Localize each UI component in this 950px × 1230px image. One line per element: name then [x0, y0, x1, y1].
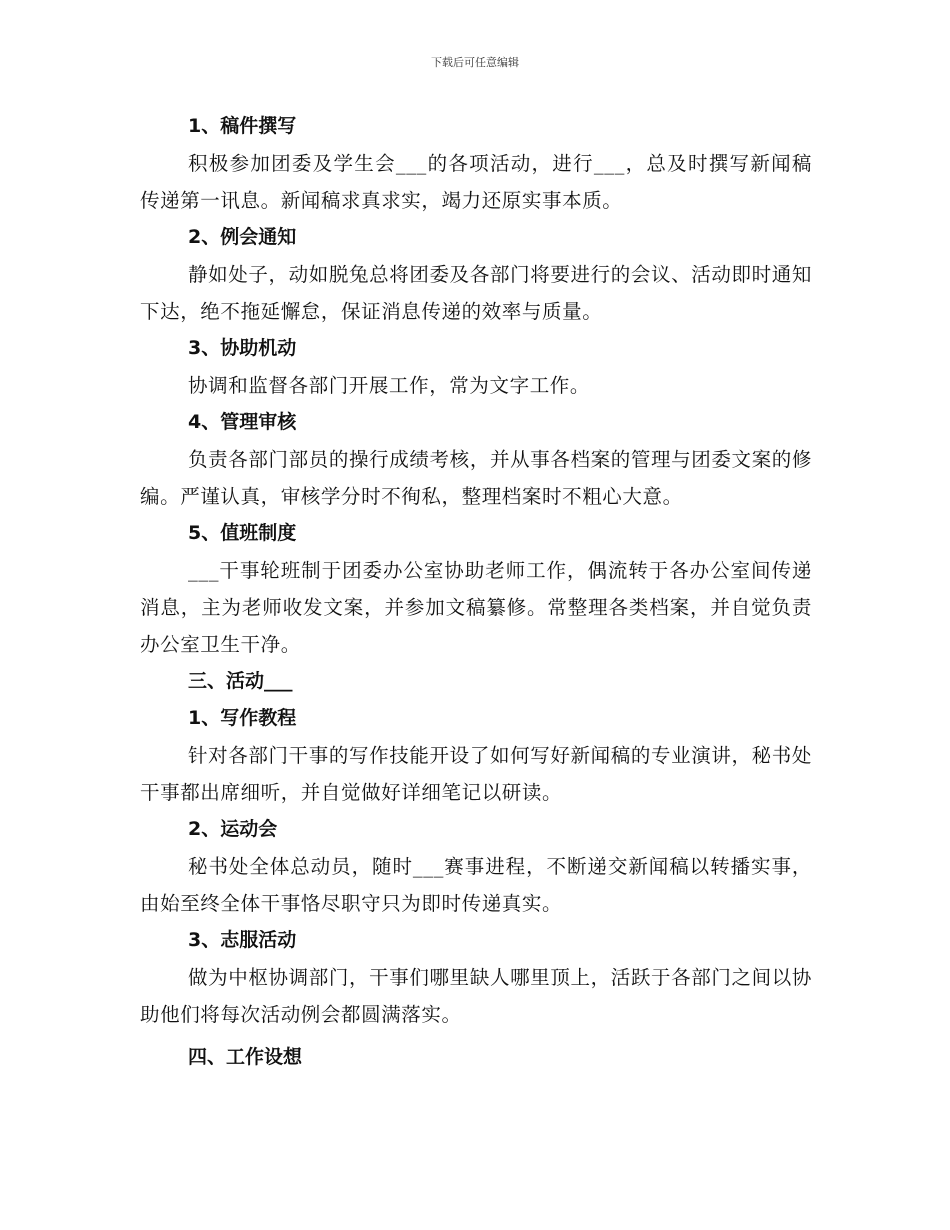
- section-heading-1: 1、稿件撰写: [188, 115, 297, 137]
- section-body-3: 协调和监督各部门开展工作，常为文字工作。: [188, 374, 591, 397]
- activity-body-3: 做为中枢协调部门，干事们哪里缺人哪里顶上，活跃于各部门之间以协助他们将每次活动例会都圆满落实。: [140, 966, 812, 1026]
- header-note: 下载后可任意编辑: [431, 56, 519, 69]
- activity-heading-2: 2、运动会: [188, 818, 278, 840]
- section-body-1: 积极参加团委及学生会___的各项活动，进行___，总及时撰写新闻稿传递第一讯息。新闻稿求真求实，竭力还原实事本质。: [140, 152, 812, 212]
- activity-body-1: 针对各部门干事的写作技能开设了如何写好新闻稿的专业演讲，秘书处干事都出席细听，并自觉做好详细笔记以研读。: [140, 744, 812, 804]
- section-heading-2: 2、例会通知: [188, 226, 297, 248]
- document-body: [140, 108, 812, 1076]
- activity-heading-3: 3、志服活动: [188, 929, 297, 951]
- section-body-5: ___干事轮班制于团委办公室协助老师工作，偶流转于各办公室间传递消息，主为老师收发文案，并参加文稿纂修。常整理各类档案，并自觉负责办公室卫生干净。: [140, 559, 812, 656]
- section-body-4: 负责各部门部员的操行成绩考核，并从事各档案的管理与团委文案的修编。严谨认真，审核学分时不徇私，整理档案时不粗心大意。: [140, 448, 812, 508]
- section-heading-4: 4、管理审核: [188, 411, 297, 433]
- section-heading-3: 3、协助机动: [188, 337, 297, 359]
- activity-heading-1: 1、写作教程: [188, 707, 297, 729]
- part-heading-4: 四、工作设想: [188, 1046, 303, 1068]
- section-heading-5: 5、值班制度: [188, 522, 297, 544]
- section-body-2: 静如处子，动如脱兔总将团委及各部门将要进行的会议、活动即时通知下达，绝不拖延懈怠，保证消息传递的效率与质量。: [140, 263, 812, 323]
- part-heading-3: 三、活动___: [188, 670, 293, 692]
- activity-body-2: 秘书处全体总动员，随时___赛事进程，不断递交新闻稿以转播实事，由始至终全体干事恪尽职守只为即时传递真实。: [140, 855, 812, 915]
